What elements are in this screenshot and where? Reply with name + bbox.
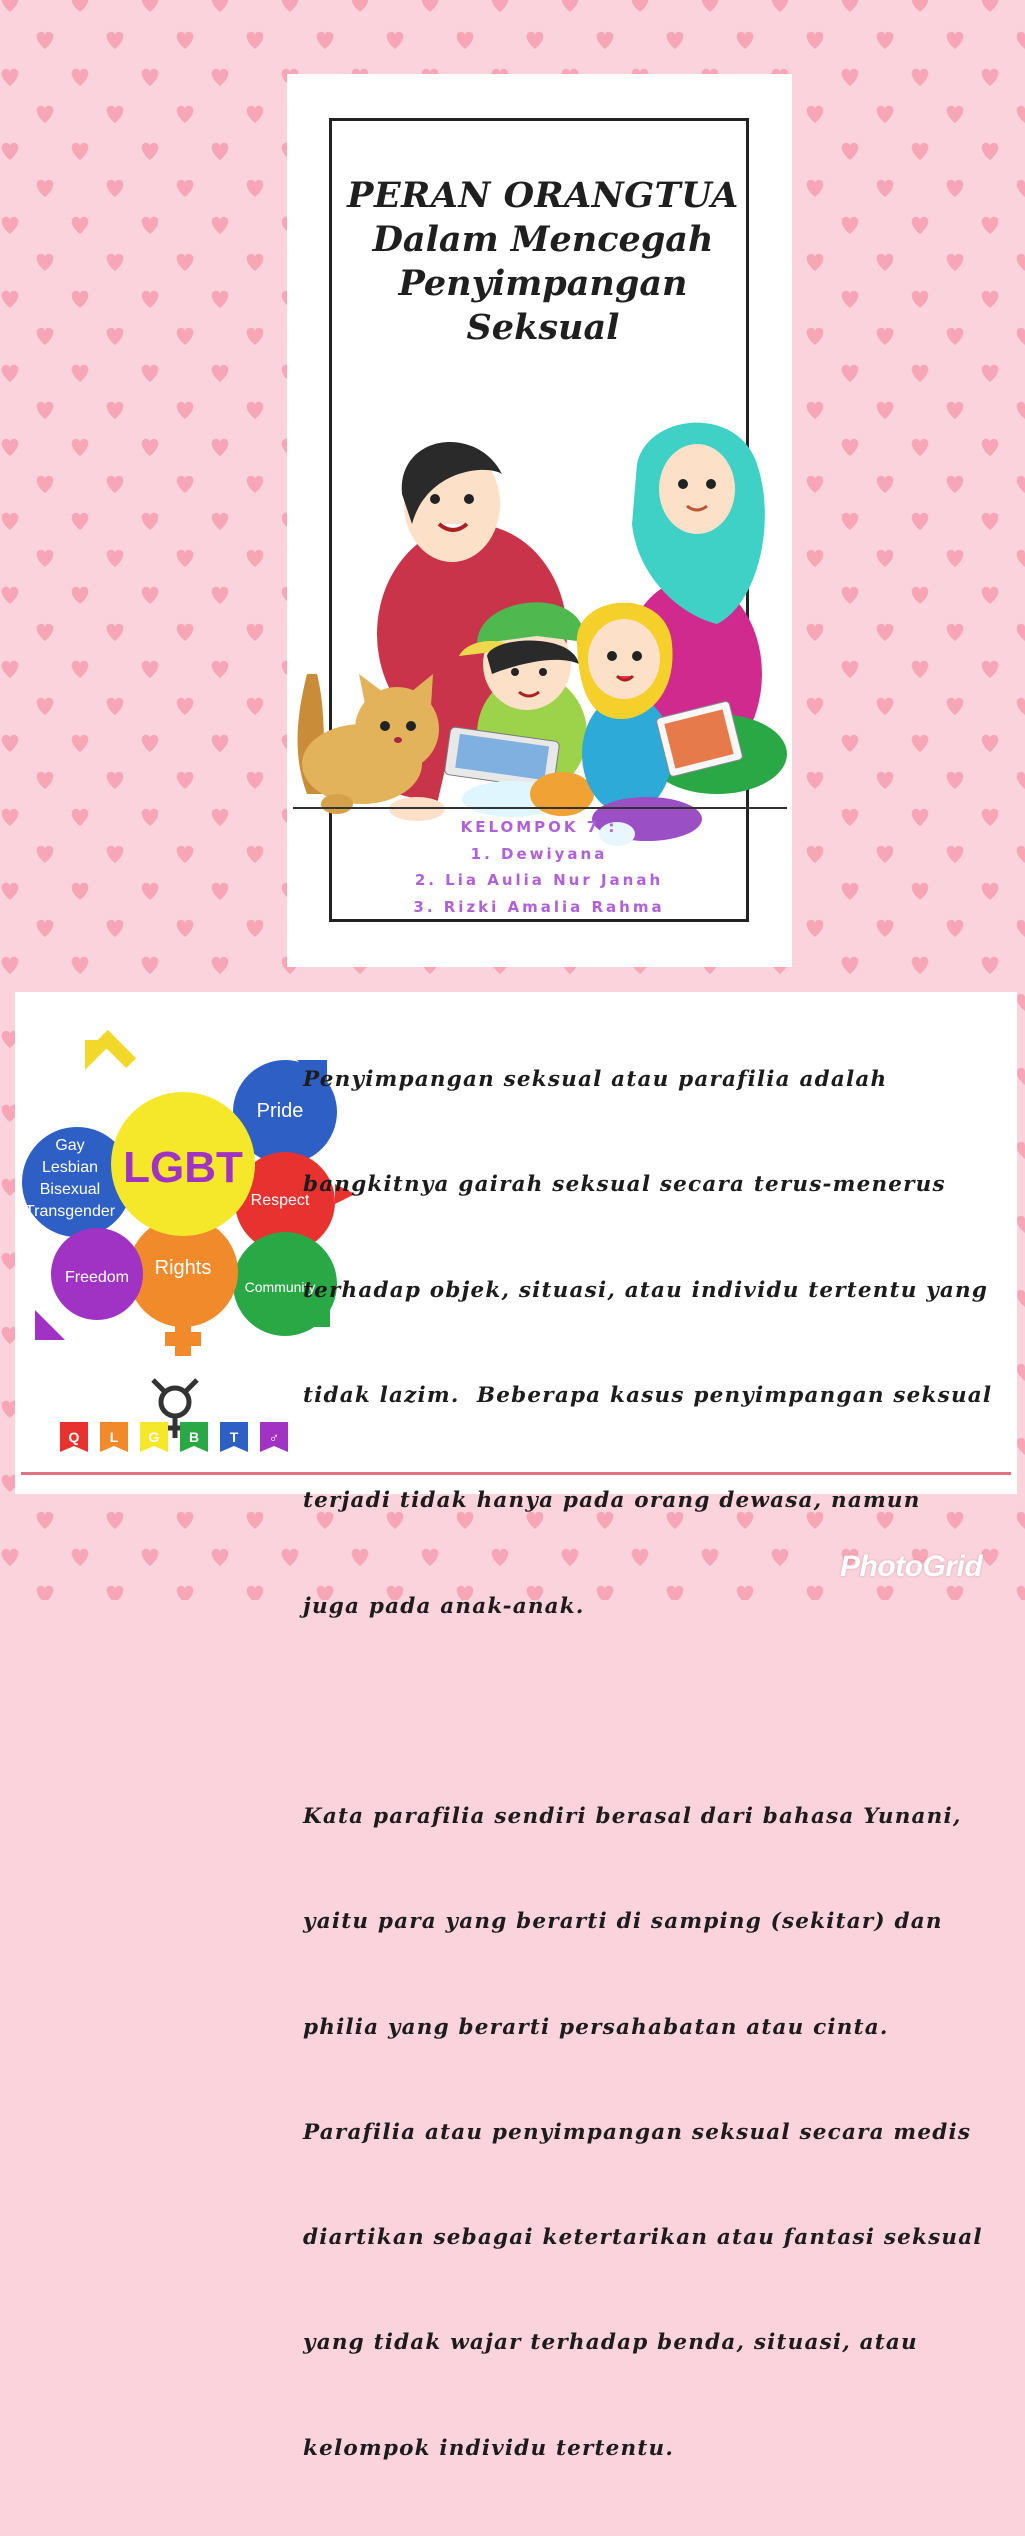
circle-label-lesbian: Lesbian: [41, 1159, 99, 1176]
freedom-arrow-icon: [35, 1310, 65, 1340]
flag-label: Q: [68, 1429, 80, 1445]
cover-title-line: Dalam Mencegah: [372, 219, 714, 260]
info-line: philia yang berarti persahabatan atau cinta.: [303, 2014, 889, 2040]
info-line: terhadap objek, situasi, atau individu tertentu yang: [303, 1277, 989, 1303]
flag-label: ♂: [268, 1429, 280, 1445]
family-reading-illustration: [287, 374, 792, 874]
photogrid-watermark: PhotoGrid: [840, 1550, 983, 1583]
info-line: yaitu para yang berarti di samping (sekitar) dan: [303, 1909, 943, 1935]
lgbt-label: LGBT: [123, 1143, 243, 1192]
member-item: 1. Dewiyana: [470, 844, 608, 863]
info-line: juga pada anak-anak.: [303, 1593, 585, 1619]
cover-card: [287, 74, 792, 967]
group-heading: KELOMPOK 7 :: [460, 818, 618, 836]
female-symbol-arrow-icon: [85, 1030, 136, 1070]
cover-title-line: PERAN ORANGTUA: [347, 175, 739, 216]
info-line: tidak lazim. Beberapa kasus penyimpangan seksual: [303, 1383, 993, 1409]
info-line: Kata parafilia sendiri berasal dari bahasa Yunani,: [303, 1804, 962, 1830]
flag-label: G: [148, 1429, 160, 1445]
info-line: bangkitnya gairah seksual secara terus-menerus: [303, 1172, 946, 1198]
info-divider: [21, 1472, 1011, 1475]
cover-title: [323, 174, 763, 350]
info-line: Penyimpangan seksual atau parafilia adalah: [303, 1067, 888, 1093]
flag-label: B: [188, 1429, 200, 1445]
circle-label-rights: Rights: [154, 1257, 212, 1279]
cover-divider: [293, 807, 787, 809]
cover-title-line: Penyimpangan Seksual: [398, 263, 688, 348]
member-item: 2. Lia Aulia Nur Janah: [414, 871, 664, 889]
info-text: [303, 992, 1015, 2536]
member-item: 3. Rizki Amalia Rahma: [413, 897, 665, 916]
info-line: yang tidak wajar terhadap benda, situasi, atau: [303, 2330, 918, 2356]
paragraph-gap: [303, 1694, 1015, 1729]
flag-label: L: [109, 1429, 119, 1445]
info-line: kelompok individu tertentu.: [303, 2435, 675, 2461]
circle-label-community: Community: [244, 1279, 316, 1295]
circle-label-respect: Respect: [250, 1192, 310, 1209]
info-line: diartikan sebagai ketertarikan atau fantasi seksual: [303, 2225, 983, 2251]
circle-label-pride: Pride: [256, 1100, 304, 1122]
flag-label: T: [229, 1429, 239, 1445]
lgbt-diagram: [15, 1022, 345, 1462]
circle-label-gay: Gay: [55, 1137, 85, 1154]
circle-label-bisexual: Bisexual: [39, 1181, 101, 1198]
info-line: terjadi tidak hanya pada orang dewasa, namun: [303, 1488, 921, 1514]
info-line: Parafilia atau penyimpangan seksual secara medis: [303, 2119, 972, 2145]
circle-label-transgender: Transgender: [24, 1203, 116, 1220]
circle-label-freedom: Freedom: [64, 1269, 130, 1286]
group-members: [327, 814, 751, 920]
